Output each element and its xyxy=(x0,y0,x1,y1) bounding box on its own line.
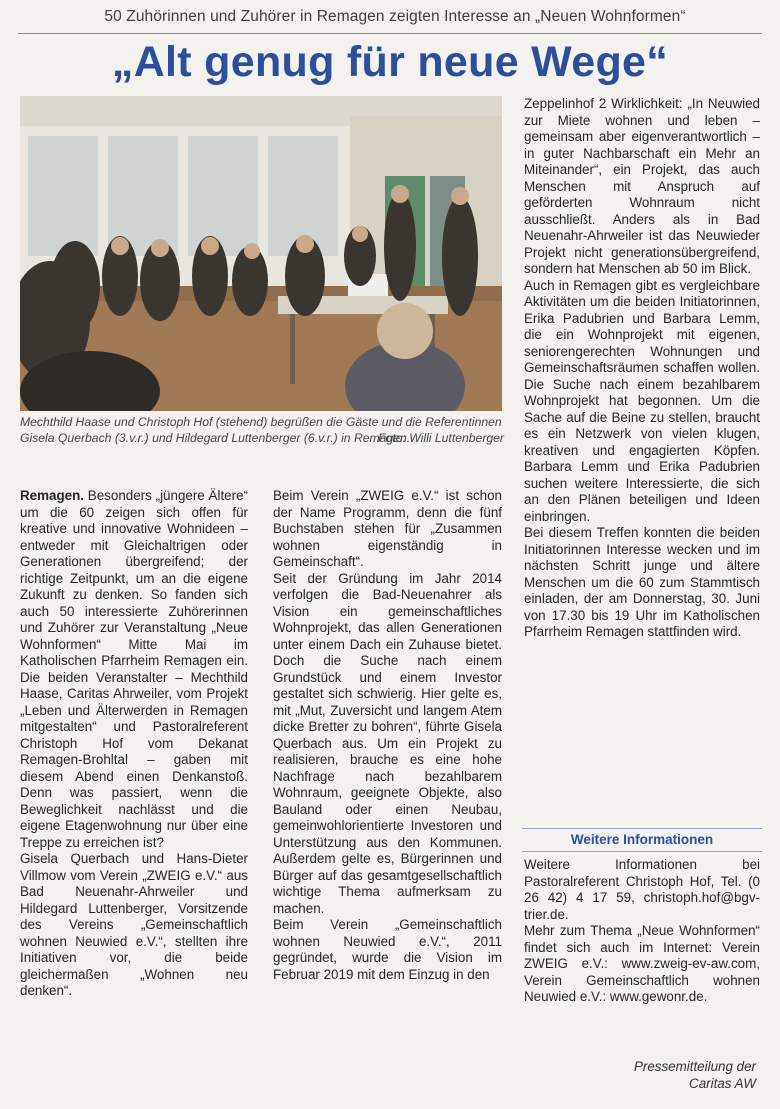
paragraph: Seit der Gründung im Jahr 2014 verfolgen die Bad-Neuenahrer als Vision ein gemeinschaftliches Wohnprojekt, das allen Generationen unter einem Dach ein Zuhause bietet. Doch die Suche nach einem Grundstück und einem Investor gestaltet sich schwierig. Hier gelte es, mit „Mut, Zuversicht und langem Atem dicke Bretter zu bohren“, führte Gisela Querbach aus. Um ein Projekt zu realisieren, brauche es eine hohe Nachfrage nach bezahlbarem Wohnraum, geeignete Objekte, also Bauland oder einen Neubau, gemeinwohlorientierte Investoren und Unterstützung aus den Kommunen. Außerdem gelte es, Bürgerinnen und Bürger auf das gesamtgesellschaftlich wichtige Thema aufmerksam zu machen. xyxy=(273,570,502,916)
column-1 xyxy=(20,488,248,1000)
info-heading: Weitere Informationen xyxy=(522,828,762,852)
column-2 xyxy=(273,488,502,983)
paragraph: Gisela Querbach und Hans-Dieter Villmow vom Verein „ZWEIG e.V.“ aus Bad Neuenahr-Ahrweiler und Hildegard Luttenberger, Vorsitzende des Vereins „Gemeinschaftlich wohnen Neuwied e.V.“, stellten ihre Initiativen vor, die beide gleichermaßen „Wohnen neu denken“. xyxy=(20,851,248,998)
top-rule xyxy=(18,33,762,34)
paragraph xyxy=(20,488,248,851)
body-text: Besonders „jüngere Ältere“ um die 60 zeigen sich offen für kreative und innovative Wohnideen – entweder mit Gleichaltrigen oder Generationen übergreifend; der richtige Zeitpunkt, um an die eigene Zukunft zu denken. So fanden sich auch 50 interessierte Zuhörerinnen und Zuhörer zur Veranstaltung „Neue Wohnformen“ Mitte Mai im Katholischen Pfarrheim Remagen ein. Die beiden Veranstalter – Mechthild Haase, Caritas Ahrweiler, vom Projekt „Leben und Älterwerden in Remagen mitgestalten“ und Pastoralreferent Christoph Hof vom Dekanat Remagen-Brohltal – gaben mit diesem Abend einen Denkanstoß. Denn was passiert, wenn die Beweglichkeit nachlässt und die eigene Etagenwohnung nur über eine Treppe zu erreichen ist? xyxy=(20,488,248,850)
photo-credit: Foto: Willi Luttenberger xyxy=(378,431,504,445)
photo-caption xyxy=(20,414,504,446)
paragraph: Zeppelinhof 2 Wirklichkeit: „In Neuwied zur Miete wohnen und leben – gemeinsam aber eigenverantwortlich – in guter Nachbarschaft ein Mehr an Miteinander“, ein Projekt, das auch Menschen mit Anspruch auf geförderten Wohnraum nicht ausschließt. Anders als in Bad Neuenahr-Ahrweiler ist das Neuwieder Projekt nicht generationsübergreifend, sondern hat Menschen ab 50 im Blick. xyxy=(524,96,760,276)
paragraph: Bei diesem Treffen konnten die beiden Initiatorinnen Interesse wecken und im nächsten Schritt junge und ältere Menschen um die 60 zum Stammtisch einladen, der am Donnerstag, 30. Juni von 17.30 bis 19 Uhr im Katholischen Pfarrheim Remagen stattfinden wird. xyxy=(524,525,760,639)
event-photo xyxy=(20,96,502,411)
paragraph: Mehr zum Thema „Neue Wohnformen“ findet sich auch im Internet: Verein ZWEIG e.V.: www.zweig-ev-aw.com, Verein Gemeinschaftlich wohnen Neuwied e.V.: www.gewonr.de. xyxy=(524,923,760,1004)
article-headline: „Alt genug für neue Wege“ xyxy=(111,38,669,86)
column-3 xyxy=(524,96,760,641)
caption-text: Mechthild Haase und Christoph Hof (stehend) begrüßen die Gäste und die Referentinnen Gisela Querbach (3.v.r.) und Hildegard Luttenberger (6.v.r.) in Remagen. xyxy=(20,415,502,445)
press-signature xyxy=(524,1058,756,1092)
dateline: Remagen. xyxy=(20,488,84,503)
paragraph: Auch in Remagen gibt es vergleichbare Aktivitäten um die beiden Initiatorinnen, Erika Padubrien und Barbara Lemm, die ein Wohnprojekt mit eigenen, seniorengerechten Wohnungen und Gemeinschaftsräumen schaffen wollen. Die Suche nach einem bezahlbarem Wohnprojekt hat begonnen. Um die Sache auf die Beine zu stellen, braucht es ein Netzwerk von vielen klugen, kreativen und engagierten Köpfen. Barbara Lemm und Erika Padubrien suchen weitere Interessierte, die sich an den Plänen beteiligen und Ideen einbringen. xyxy=(524,277,760,524)
signature-line-2: Caritas AW xyxy=(689,1076,756,1091)
signature-line-1: Pressemitteilung der xyxy=(633,1059,756,1074)
article-kicker: 50 Zuhörinnen und Zuhörer in Remagen zeigten Interesse an „Neuen Wohnformen“ xyxy=(104,8,686,25)
paragraph: Beim Verein „ZWEIG e.V.“ ist schon der Name Programm, denn die fünf Buchstaben stehen für „Zusammen wohnen eigenständig in Gemeinschaft“. xyxy=(273,488,502,569)
info-column xyxy=(524,857,760,1006)
paragraph: Weitere Informationen bei Pastoralreferent Christoph Hof, Tel. (0 26 42) 4 17 59, christoph.hof@bgv-trier.de. xyxy=(524,857,760,922)
paragraph: Beim Verein „Gemeinschaftlich wohnen Neuwied e.V.“, 2011 gegründet, wurde die Vision im Februar 2019 mit dem Einzug in den xyxy=(273,917,502,982)
